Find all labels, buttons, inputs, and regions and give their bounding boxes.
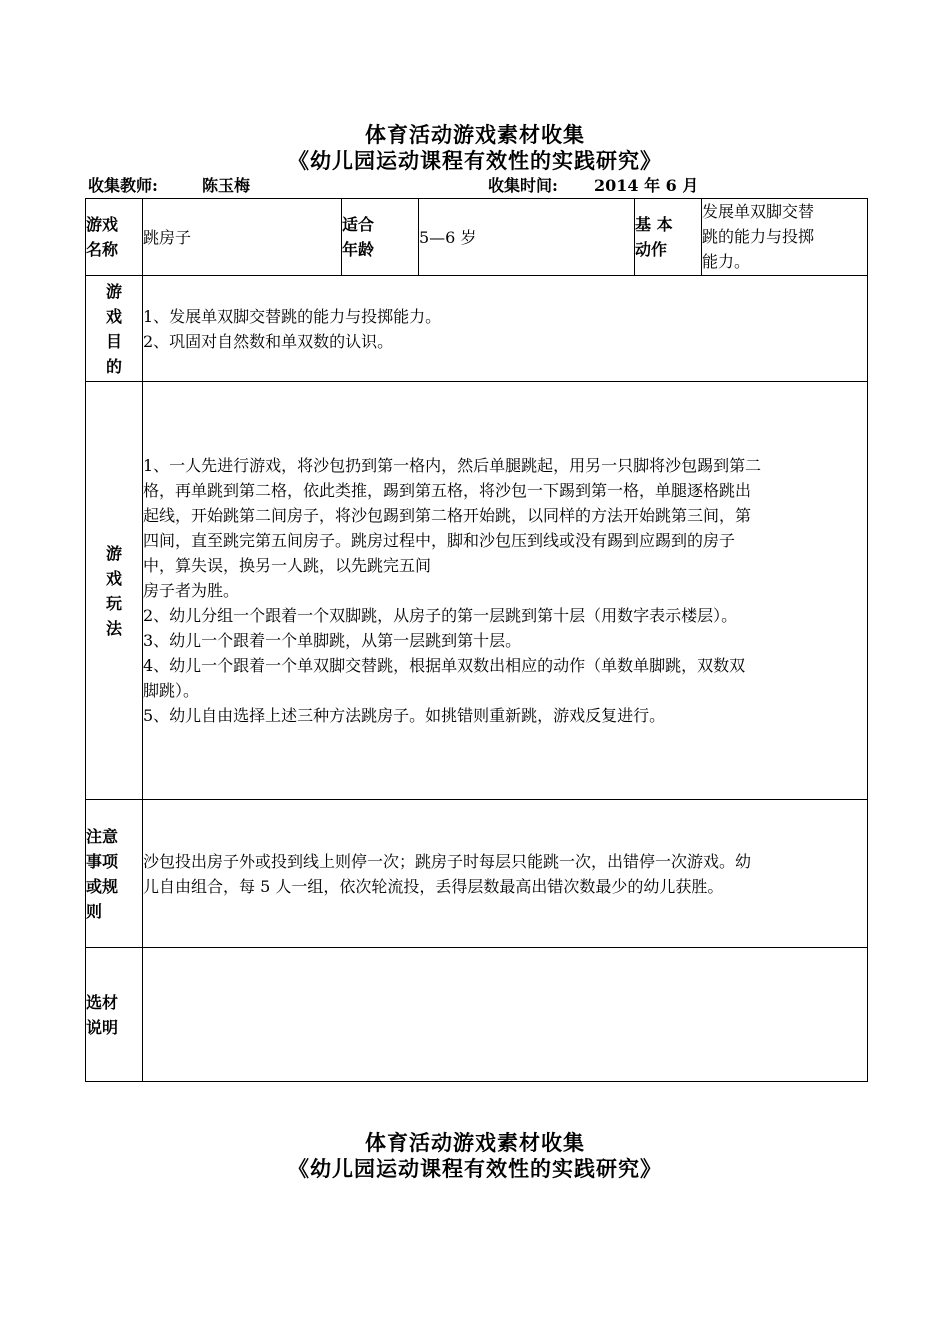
rules-row <box>86 800 868 948</box>
page-subtitle-2: 《幼儿园运动课程有效性的实践研究》 <box>288 1156 662 1181</box>
game-goal-label-char: 目 <box>105 331 122 351</box>
selection-label <box>86 948 143 1082</box>
play-line: 2、幼儿分组一个跟着一个双脚跳，从房子的第一层跳到第十层（用数字表示楼层）。 <box>143 606 738 625</box>
game-form-table <box>85 198 868 1082</box>
basic-action-value-line: 发展单双脚交替 <box>702 202 815 221</box>
play-line: 3、幼儿一个跟着一个单脚跳，从第一层跳到第十层。 <box>143 631 522 650</box>
basic-action-label-line: 动作 <box>635 240 668 259</box>
game-play-label-char: 戏 <box>105 568 122 588</box>
rules-label-line: 或规 <box>86 876 119 896</box>
goal-line: 1、发展单双脚交替跳的能力与投掷能力。 <box>143 306 442 326</box>
selection-label-line: 说明 <box>86 1017 119 1037</box>
basic-action-value-line: 跳的能力与投掷 <box>702 227 815 246</box>
rules-label <box>86 800 143 948</box>
rules-label-line: 注意 <box>86 826 119 846</box>
game-goal-label-char: 游 <box>105 281 122 301</box>
age-label-line: 适合 <box>342 215 375 234</box>
basic-action-label-line: 基 本 <box>635 215 673 234</box>
basic-action-value <box>702 199 868 276</box>
game-goal-label-char: 戏 <box>105 306 122 326</box>
time-label: 收集时间: <box>488 176 558 195</box>
age-label-line: 年龄 <box>342 240 375 259</box>
selection-label-line: 选材 <box>86 992 119 1012</box>
play-line: 起线，开始跳第二间房子，将沙包踢到第二格开始跳，以同样的方法开始跳第三间，第 <box>143 506 752 525</box>
play-line: 1、一人先进行游戏，将沙包扔到第一格内，然后单腿跳起，用另一只脚将沙包踢到第二 <box>143 456 762 475</box>
teacher-name: 陈玉梅 <box>202 176 251 195</box>
play-line: 格，再单跳到第二格，依此类推，踢到第五格，将沙包一下踢到第一格，单腿逐格跳出 <box>143 481 752 500</box>
play-line: 四间，直至跳完第五间房子。跳房过程中，脚和沙包压到线或没有踢到应踢到的房子 <box>143 531 736 550</box>
goal-line: 2、巩固对自然数和单双数的认识。 <box>143 331 394 351</box>
rules-label-line: 则 <box>86 901 103 921</box>
goal-row <box>86 276 868 382</box>
play-line: 脚跳）。 <box>143 681 200 700</box>
selection-row <box>86 948 868 1082</box>
page-title: 体育活动游戏素材收集 <box>365 122 585 147</box>
game-name-value: 跳房子 <box>143 199 342 276</box>
basic-action-value-line: 能力。 <box>702 252 751 271</box>
game-play-content <box>143 382 868 800</box>
rules-label-line: 事项 <box>86 851 119 871</box>
page-subtitle: 《幼儿园运动课程有效性的实践研究》 <box>288 148 662 173</box>
teacher-label: 收集教师: <box>88 176 158 195</box>
game-name-label-line: 游戏 <box>86 215 119 234</box>
play-line: 4、幼儿一个跟着一个单双脚交替跳，根据单双数出相应的动作（单数单脚跳，双数双 <box>143 656 746 675</box>
age-label <box>342 199 419 276</box>
game-goal-label <box>86 276 143 382</box>
play-row <box>86 382 868 800</box>
rules-line: 沙包投出房子外或投到线上则停一次；跳房子时每层只能跳一次，出错停一次游戏。幼 <box>143 851 752 871</box>
play-line: 房子者为胜。 <box>143 581 240 600</box>
page-title-2: 体育活动游戏素材收集 <box>365 1130 585 1155</box>
basic-action-label <box>635 199 702 276</box>
rules-content <box>143 800 868 948</box>
game-play-label-char: 玩 <box>105 593 122 613</box>
game-play-label <box>86 382 143 800</box>
game-goal-content <box>143 276 868 382</box>
game-play-label-char: 法 <box>105 618 122 638</box>
rules-line: 儿自由组合，每 5 人一组，依次轮流投，丢得层数最高出错次数最少的幼儿获胜。 <box>143 876 724 896</box>
game-name-label <box>86 199 143 276</box>
game-name-label-line: 名称 <box>86 240 119 259</box>
age-value: 5—6 岁 <box>419 199 635 276</box>
game-goal-label-char: 的 <box>105 356 122 376</box>
play-line: 5、幼儿自由选择上述三种方法跳房子。如挑错则重新跳，游戏反复进行。 <box>143 706 666 725</box>
game-play-label-char: 游 <box>105 543 122 563</box>
time-value: 2014 年 6 月 <box>594 176 699 195</box>
play-line: 中，算失误，换另一人跳，以先跳完五间 <box>143 556 432 575</box>
header-row <box>86 199 868 276</box>
selection-content <box>143 948 868 1082</box>
